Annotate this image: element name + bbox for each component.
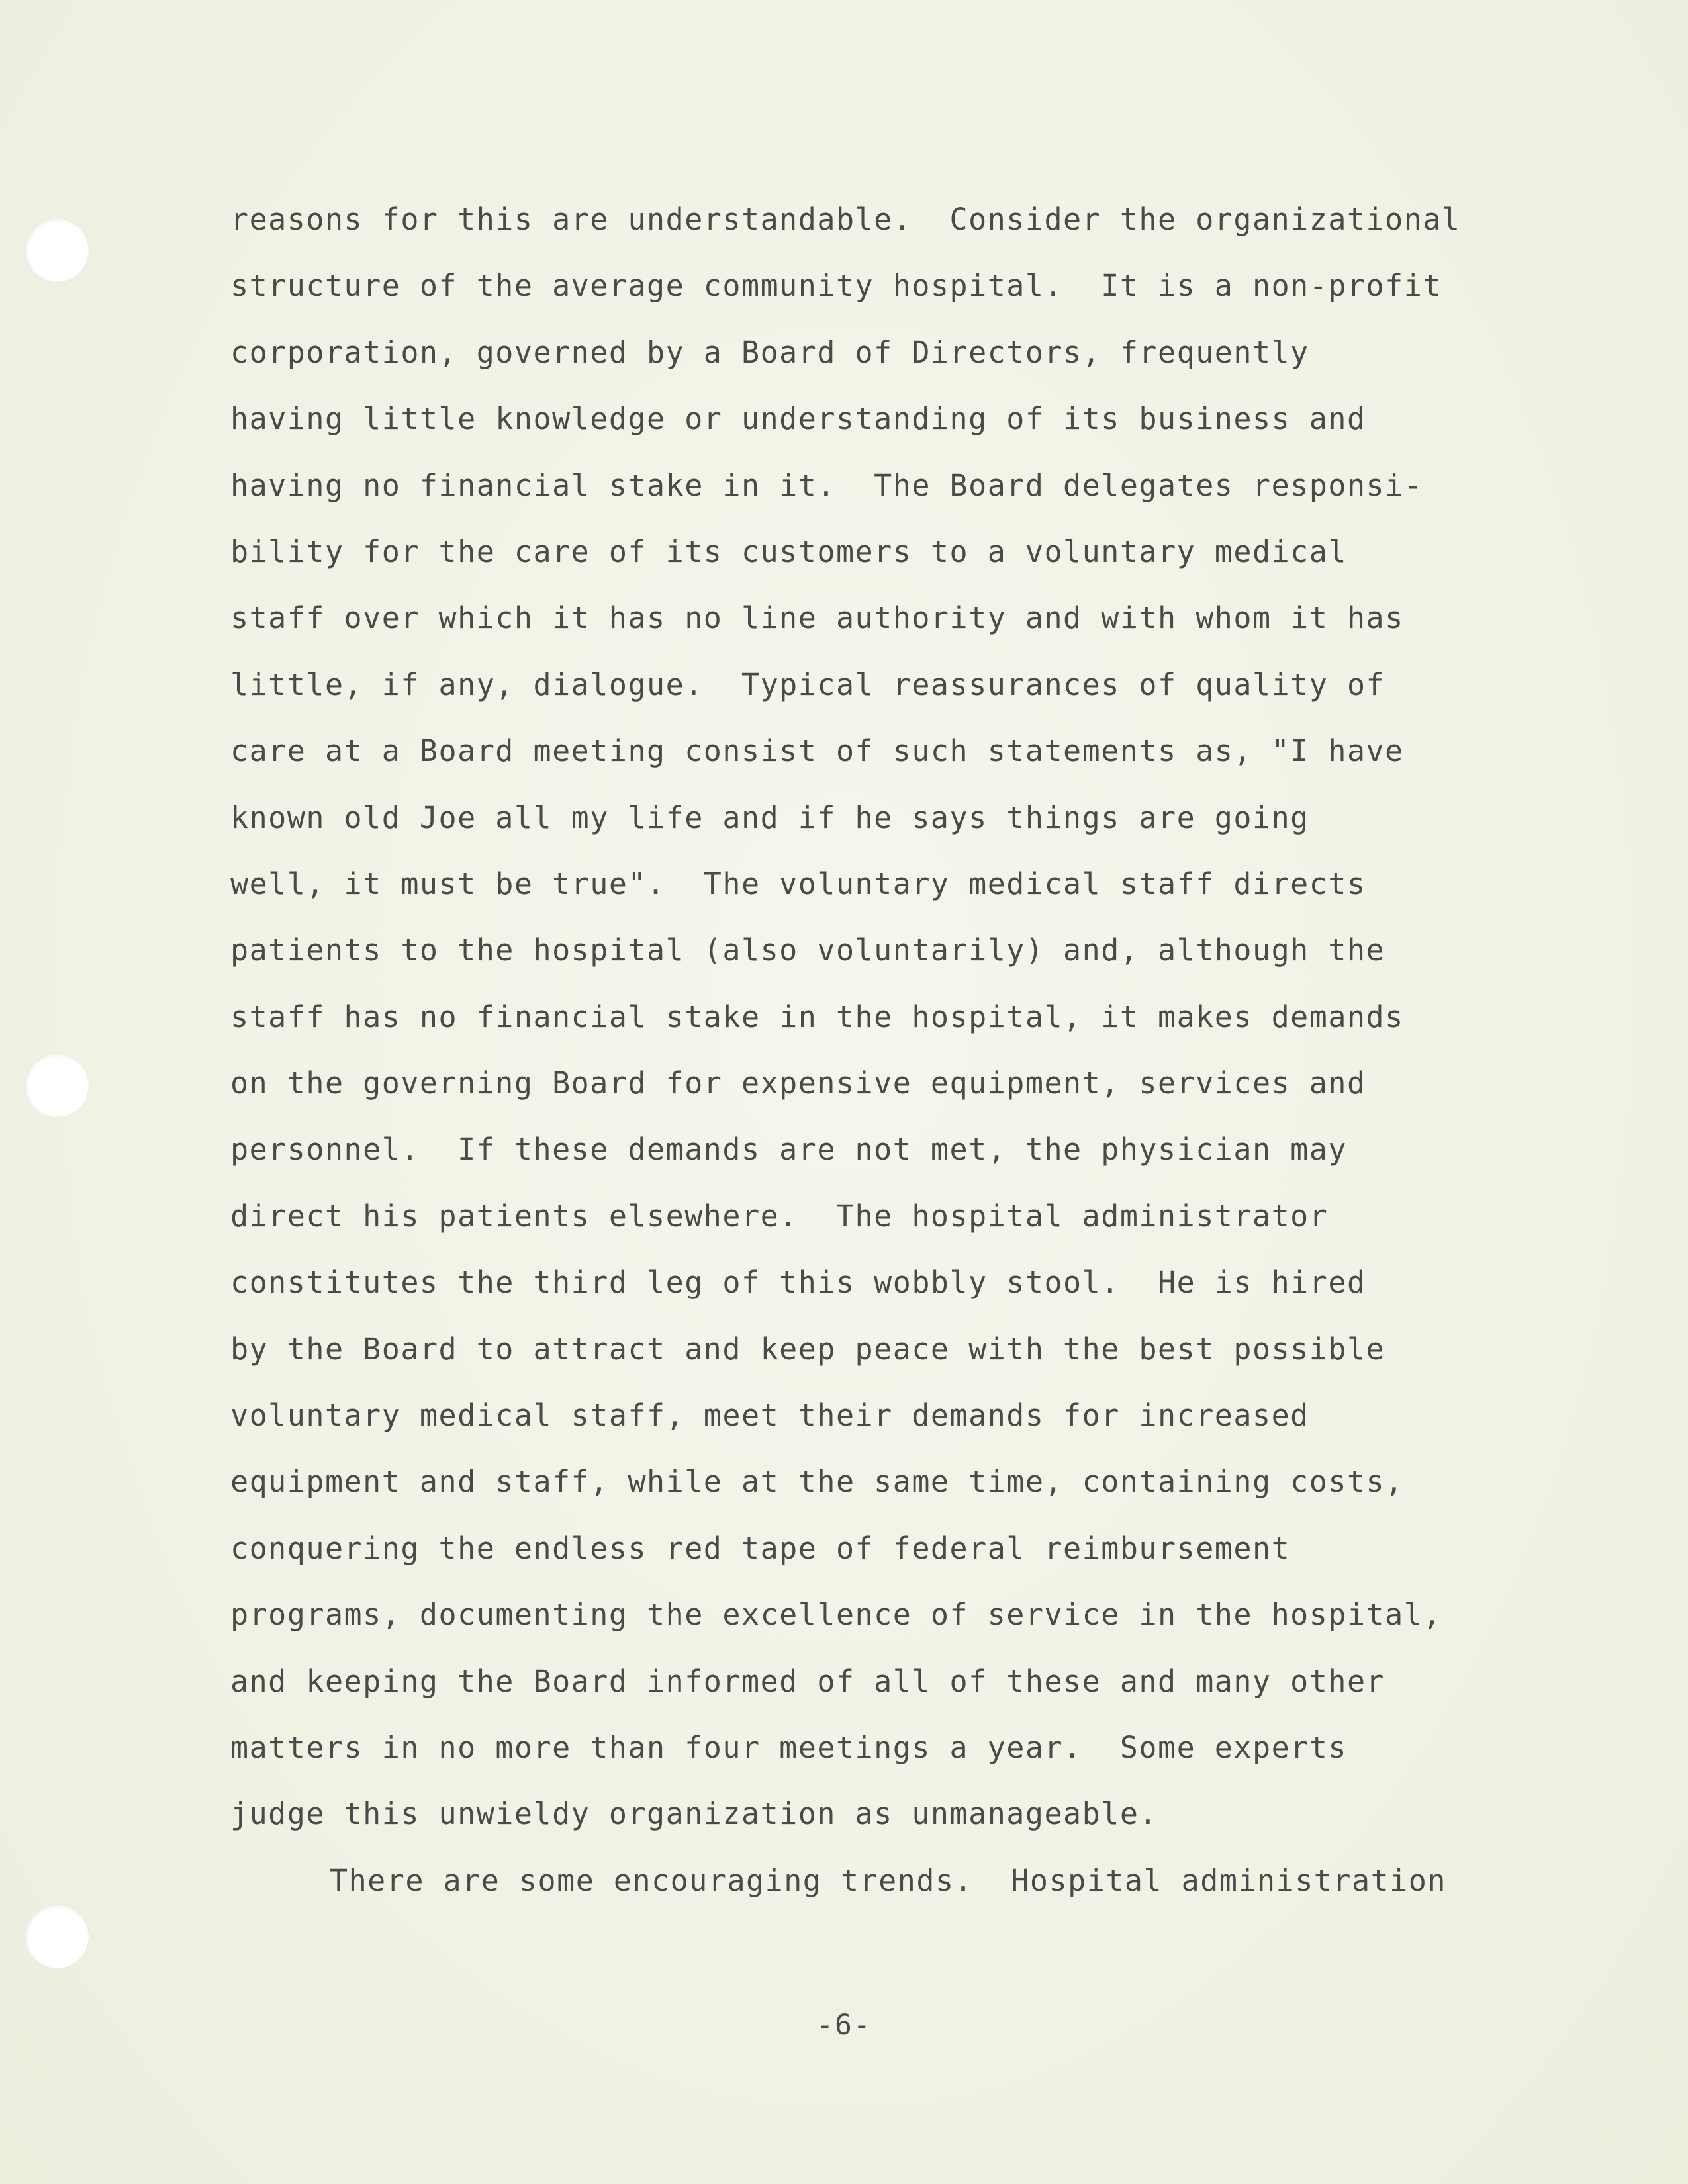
- text-line: bility for the care of its customers to a voluntary medical: [230, 533, 1347, 569]
- text-line: care at a Board meeting consist of such statements as, "I have: [230, 733, 1404, 769]
- text-line: judge this unwieldy organization as unmanageable.: [230, 1796, 1158, 1832]
- text-line: staff has no financial stake in the hospital, it makes demands: [230, 999, 1404, 1034]
- text-line: programs, documenting the excellence of service in the hospital,: [230, 1597, 1442, 1633]
- punch-hole: [25, 1905, 89, 1968]
- text-line: on the governing Board for expensive equipment, services and: [230, 1066, 1366, 1101]
- text-line: patients to the hospital (also voluntarily) and, although the: [230, 933, 1385, 968]
- text-line: reasons for this are understandable. Consider the organizational: [230, 202, 1461, 237]
- text-line: staff over which it has no line authority and with whom it has: [230, 600, 1404, 636]
- text-line: personnel. If these demands are not met, the physician may: [230, 1132, 1347, 1167]
- text-line: little, if any, dialogue. Typical reassurances of quality of: [230, 666, 1385, 702]
- text-line: equipment and staff, while at the same time, containing costs,: [230, 1464, 1404, 1500]
- text-line: corporation, governed by a Board of Directors, frequently: [230, 334, 1309, 370]
- text-line: structure of the average community hospital. It is a non-profit: [230, 268, 1442, 304]
- text-line: direct his patients elsewhere. The hospital administrator: [230, 1198, 1329, 1234]
- page-number: -6-: [816, 2009, 872, 2042]
- text-line: by the Board to attract and keep peace with the best possible: [230, 1331, 1385, 1367]
- text-line: having no financial stake in it. The Board delegates responsi-: [230, 467, 1423, 503]
- text-line: and keeping the Board informed of all of these and many other: [230, 1663, 1385, 1699]
- punch-hole: [25, 1054, 89, 1117]
- text-line: matters in no more than four meetings a year. Some experts: [230, 1729, 1347, 1765]
- paragraph-start-line: There are some encouraging trends. Hospital administration: [330, 1862, 1446, 1898]
- body-text: [230, 187, 1521, 1914]
- punch-hole: [25, 218, 89, 282]
- text-line: known old Joe all my life and if he says things are going: [230, 799, 1309, 835]
- text-line: voluntary medical staff, meet their demands for increased: [230, 1398, 1309, 1433]
- text-line: well, it must be true". The voluntary medical staff directs: [230, 866, 1366, 901]
- text-line: having little knowledge or understanding of its business and: [230, 401, 1366, 437]
- text-line: constitutes the third leg of this wobbly stool. He is hired: [230, 1265, 1366, 1300]
- text-line: conquering the endless red tape of federal reimbursement: [230, 1530, 1291, 1566]
